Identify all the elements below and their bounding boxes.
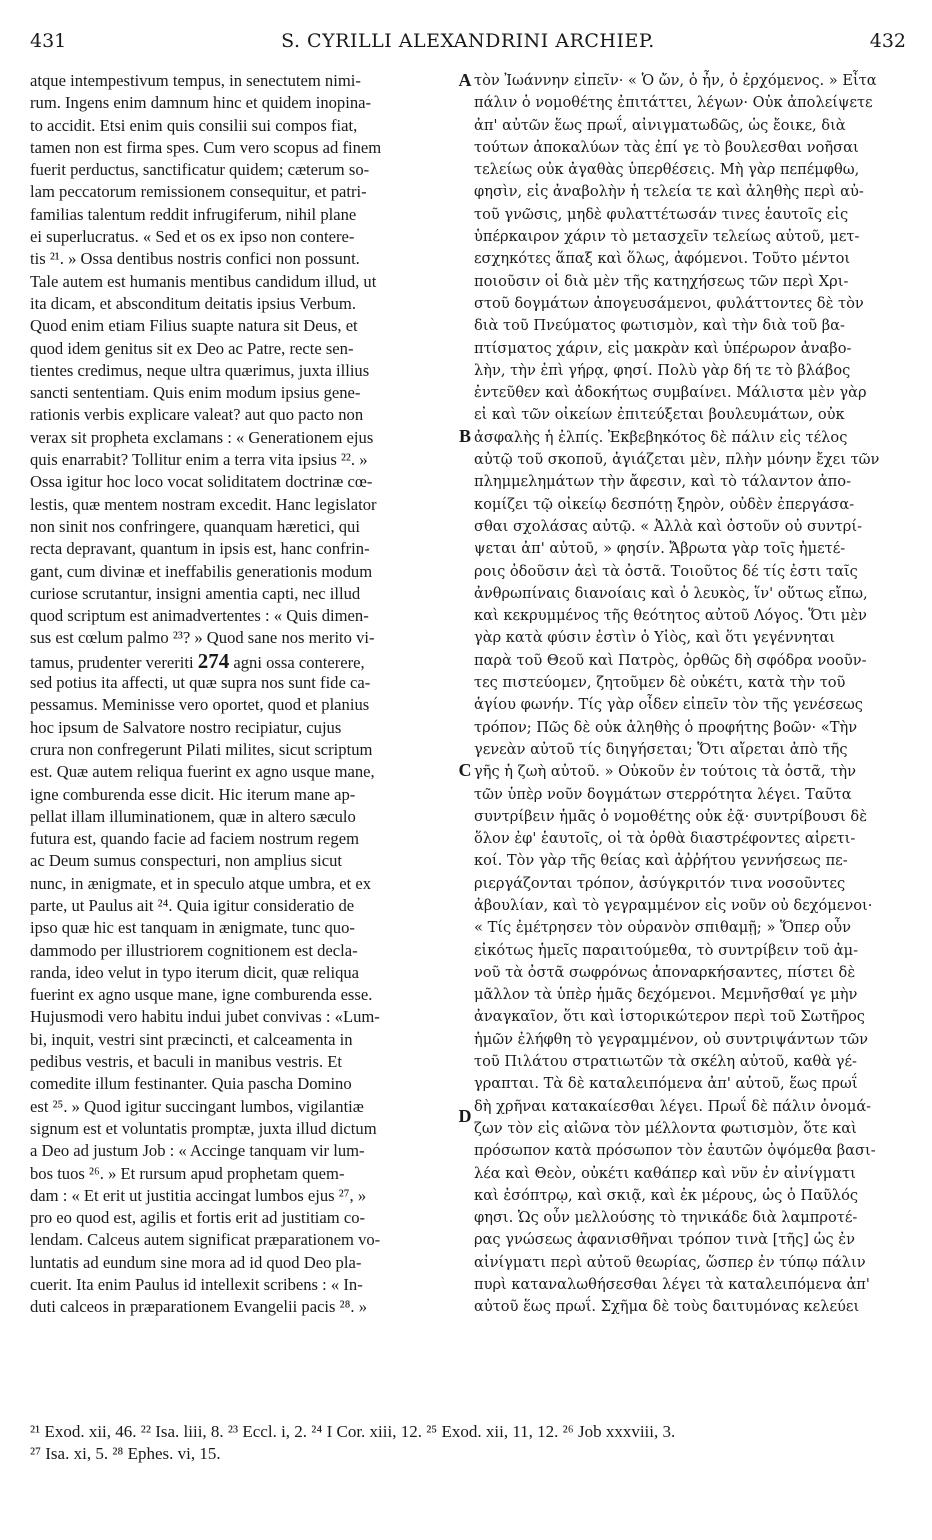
greek-line: πτίσματος χάριν, εἰς μακρὰν καὶ ὑπέρωρον ἀναβο- bbox=[474, 339, 852, 357]
latin-line: est ²⁵. » Quod igitur succingant lumbos, vigilantiæ bbox=[30, 1096, 364, 1116]
latin-line: randa, ideo velut in typo iterum dicit, quæ reliqua bbox=[30, 962, 360, 982]
latin-line: Hujusmodi vero habitu indui jubet convivas : «Lum- bbox=[30, 1007, 380, 1027]
greek-line: πρόσωπον κατὰ πρόσωπον τὸν ἑαυτῶν ὀψόμεθα βασι- bbox=[474, 1142, 876, 1160]
latin-line: lestis, quæ mentem nostram excedit. Hanc legislator bbox=[30, 494, 377, 514]
margin-marker-d: D bbox=[458, 1106, 472, 1126]
latin-line: signum est et voluntatis promptæ, juxta illud dictum bbox=[30, 1118, 377, 1138]
greek-line: πάλιν ὁ νομοθέτης ἐπιτάττει, λέγων· Οὐκ ἀπολείψετε bbox=[474, 94, 873, 112]
latin-line: verax sit propheta exclamans : « Generationem ejus bbox=[30, 427, 374, 447]
greek-line: ἁγίου φωνήν. Τίς γὰρ οἶδεν εἰπεῖν τὸν τῆς γενέσεως bbox=[474, 696, 863, 714]
greek-line: φησι. Ὡς οὖν μελλούσης τὸ τηνικάδε διὰ λαμπροτέ- bbox=[474, 1209, 858, 1227]
latin-line: pellat illam illuminationem, quæ in altero sæculo bbox=[30, 806, 356, 826]
latin-line: bos tuos ²⁶. » Et rursum apud prophetam quem- bbox=[30, 1163, 345, 1183]
greek-line: ρας γνώσεως ἀφανισθῆναι τρόπον τινὰ [τῆς] ὡς ἐν bbox=[474, 1231, 855, 1249]
right-page-number: 432 bbox=[869, 30, 906, 52]
latin-line: pedibus vestris, et baculi in manibus vestris. Et bbox=[30, 1052, 343, 1072]
latin-line: fuerint ex agno usque mane, igne comburenda esse. bbox=[30, 985, 373, 1005]
greek-line: τοῦ γνῶσις, μηδὲ φυλαττέτωσάν τινες ἑαυτοῖς εἰς bbox=[474, 205, 849, 223]
greek-line: τρόπον; Πῶς δὲ οὐκ ἀληθὴς ὁ προφήτης βοῶν· «Τὴν bbox=[474, 718, 858, 736]
greek-line: στοῦ δογμάτων ἀπογευσάμενοι, φυλάττοντες δὲ τὸν bbox=[474, 294, 864, 312]
greek-line: γενεὰν αὐτοῦ τίς διηγήσεται; Ὅτι αἴρεται ἀπὸ τῆς bbox=[474, 740, 848, 758]
latin-line: hoc ipsum de Salvatore nostro recipiatur, cujus bbox=[30, 717, 342, 737]
latin-line: quis enarrabit? Tollitur enim a terra vita ipsius ²². » bbox=[30, 450, 368, 470]
greek-line: φησὶν, εἰς ἀναβολὴν ἡ τελεία τε καὶ ἀληθὴς περὶ αὐ- bbox=[474, 183, 864, 201]
latin-line: comedite illum festinanter. Quia pascha Domino bbox=[30, 1074, 352, 1094]
greek-line: τῶν ὑπὲρ νοῦν δογμάτων στερρότητα λέγει. Ταῦτα bbox=[474, 785, 852, 803]
latin-line: a Deo ad justum Job : « Accinge tanquam vir lum- bbox=[30, 1141, 365, 1161]
greek-line: λὴν, τὴν ἐπὶ γήρᾳ, φησί. Πολὺ γὰρ δή τε τὸ βλάβος bbox=[474, 361, 851, 379]
latin-line: tamen non est firma spes. Cum vero scopus ad finem bbox=[30, 137, 382, 157]
greek-line: καὶ ἐσόπτρῳ, καὶ σκιᾷ, καὶ ἐκ μέρους, ὡς ὁ Παῦλός bbox=[474, 1186, 859, 1204]
greek-line: πυρὶ καταναλωθήσεσθαι λέγει τὰ καταλειπόμενα ἀπ' bbox=[474, 1276, 870, 1294]
margin-marker-a: A bbox=[458, 70, 472, 90]
latin-line: rationis verbis explicare valeat? aut quo pacto non bbox=[30, 405, 364, 425]
latin-line: Ossa igitur hoc loco vocat soliditatem doctrinæ cœ- bbox=[30, 472, 373, 492]
latin-line: rum. Ingens enim damnum hinc et quidem inopina- bbox=[30, 93, 372, 113]
greek-line: ἀναγκαῖον, ὅτι καὶ ἱστορικώτερον περὶ τοῦ Σωτῆρος bbox=[474, 1008, 865, 1026]
latin-line: familias talentum reddit infrugiferum, nihil plane bbox=[30, 204, 357, 224]
greek-line: καὶ κεκρυμμένος τῆς θεότητος αὐτοῦ Λόγος. Ὅτι μὲν bbox=[474, 607, 867, 625]
latin-line-tail: agni ossa conterere, bbox=[233, 652, 365, 672]
latin-line: pessamus. Meminisse vero oportet, quod et planius bbox=[30, 695, 370, 715]
greek-line: ἀσφαλὴς ἡ ἐλπίς. Ἐκβεβηκότος δὲ πάλιν εἰς τέλος bbox=[474, 428, 848, 446]
greek-line: ἡμῶν ἐλήφθη τὸ γεγραμμένον, οὐ συντριψάντων τῶν bbox=[474, 1030, 869, 1048]
greek-line: τοῦ Πιλάτου στρατιωτῶν τὰ σκέλη αὐτοῦ, καθὰ γέ- bbox=[474, 1053, 857, 1071]
greek-line: γραπται. Τὰ δὲ καταλειπόμενα ἀπ' αὐτοῦ, ἕως πρωΐ bbox=[474, 1075, 858, 1093]
latin-line: dam : « Et erit ut justitia accingat lumbos ejus ²⁷, » bbox=[30, 1185, 367, 1205]
latin-line: igne comburenda esse dicit. Hic iterum mane ap- bbox=[30, 784, 356, 804]
latin-line: quod idem genitus sit ex Deo ac Patre, recte sen- bbox=[30, 338, 354, 358]
greek-line: δὴ χρῆναι κατακαίεσθαι λέγει. Πρωΐ δὲ πάλιν ὀνομά- bbox=[474, 1097, 872, 1115]
greek-line: ἐντεῦθεν καὶ ἀδοκήτως συμβαίνει. Μάλιστα μὲν γὰρ bbox=[474, 384, 867, 402]
latin-line: dammodo per illustriorem cognitionem est decla- bbox=[30, 940, 358, 960]
greek-line: λέα καὶ Θεὸν, οὐκέτι καθάπερ καὶ νῦν ἐν αἰνίγματι bbox=[474, 1164, 856, 1182]
greek-line: ὑπέρκαιρον χάριν τὸ μετασχεῖν τελείως αὐτοῦ, μετ- bbox=[474, 228, 860, 246]
left-page-number: 431 bbox=[30, 30, 67, 52]
latin-line: tientes credimus, neque ultra quærimus, juxta illius bbox=[30, 360, 370, 380]
greek-line: αἰνίγματι περὶ αὐτοῦ θεωρίας, ὥσπερ ἐν τύπῳ πάλιν bbox=[474, 1253, 866, 1271]
latin-line: Tale autem est humanis mentibus candidum illud, ut bbox=[30, 271, 377, 291]
margin-marker-c: C bbox=[458, 760, 472, 780]
latin-line: sus est cœlum palmo ²³? » Quod sane nos merito vi- bbox=[30, 628, 375, 648]
greek-line: γῆς ἡ ζωὴ αὐτοῦ. » Οὐκοῦν ἐν τούτοις τὰ ὀστᾶ, τὴν bbox=[474, 763, 856, 781]
latin-line: crura non confregerunt Pilati milites, sicut scriptum bbox=[30, 739, 373, 759]
greek-line: νοῦ τὰ ὀστᾶ σωφρόνως ἀποναρκήσαντες, πίστει δὲ bbox=[474, 963, 856, 981]
column-number: 274 bbox=[197, 649, 230, 673]
greek-line: αὐτῷ τοῦ σκοποῦ, ἁγιάζεται μὲν, πλὴν μόνην ἔχει τῶν bbox=[474, 451, 880, 469]
latin-line: non sinit nos confringere, quanquam hæretici, qui bbox=[30, 516, 360, 536]
greek-line: κομίζει τῷ οἰκείῳ δεσπότῃ ξηρὸν, οὐδὲν ἐπεργάσα- bbox=[474, 495, 855, 513]
latin-line: est. Quæ autem reliqua fuerint ex agno usque mane, bbox=[30, 762, 375, 782]
greek-line: ἀπ' αὐτῶν ἕως πρωΐ, αἰνιγματωδῶς, ὡς ἔοικε, διὰ bbox=[474, 116, 846, 134]
greek-line: « Τίς ἐμέτρησεν τὸν οὐρανὸν σπιθαμῇ; » Ὅπερ οὖν bbox=[474, 919, 852, 937]
greek-line: ἀνθρωπίναις διανοίαις καὶ ὁ λευκὸς, ἵν' οὕτως εἴπω, bbox=[474, 584, 868, 602]
greek-line: συντρίβειν ἡμᾶς ὁ νομοθέτης οὐκ ἐᾷ· συντρίβουσι δὲ bbox=[474, 807, 868, 825]
latin-line: pro eo quod est, agilis et fortis erit ad justitiam co- bbox=[30, 1208, 366, 1228]
greek-line: τες πιστεύομεν, ζητοῦμεν δὲ οὐκέτι, κατὰ τὴν τοῦ bbox=[474, 674, 846, 692]
latin-line: sancti sententiam. Quis enim modum ipsius gene- bbox=[30, 383, 361, 403]
greek-line: αὐτοῦ ἕως πρωΐ. Σχῆμα δὲ τοὺς δαιτυμόνας κελεύει bbox=[474, 1298, 860, 1316]
latin-line: sed potius ita affecti, ut quæ supra nos sunt fide ca- bbox=[30, 673, 371, 693]
latin-line: duti calceos in præparationem Evangelii pacis ²⁸. » bbox=[30, 1297, 368, 1317]
greek-line: τούτων ἀποκαλύων τὰς ἐπί γε τὸ βουλεσθαι νοῆσαι bbox=[474, 138, 859, 156]
greek-line: ψεται ἀπ' αὐτοῦ, » φησίν. Ἄβρωτα γὰρ τοῖς ἡμετέ- bbox=[474, 540, 846, 558]
latin-line: luntatis ad eundum sine mora ad id quod Deo pla- bbox=[30, 1252, 362, 1272]
latin-column bbox=[30, 70, 458, 1319]
latin-line: ac Deum sumus conspecturi, non amplius sicut bbox=[30, 851, 342, 871]
latin-line: lam peccatorum remissionem consequitur, et patri- bbox=[30, 182, 367, 202]
latin-line: tis ²¹. » Ossa dentibus nostris confici non possunt. bbox=[30, 249, 360, 269]
latin-line: Quod enim etiam Filius suapte natura sit Deus, et bbox=[30, 316, 358, 336]
latin-line: tamus, prudenter vereriti 274 agni ossa conterere, bbox=[30, 649, 365, 673]
greek-line: κοί. Τὸν γὰρ τῆς θείας καὶ ἀῤῥήτου γεννήσεως πε- bbox=[474, 852, 848, 870]
latin-line: lendam. Calceus autem significat præparationem vo- bbox=[30, 1230, 381, 1250]
latin-line: to accidit. Etsi enim quis consilii sui compos fiat, bbox=[30, 115, 358, 135]
latin-line: cuerit. Ita enim Paulus id intellexit scribens : « In- bbox=[30, 1275, 363, 1295]
greek-line: διὰ τοῦ Πνεύματος φωτισμὸν, καὶ τὴν διὰ τοῦ βα- bbox=[474, 317, 845, 335]
greek-line: πλημμελημάτων τὴν ἄφεσιν, καὶ τὸ τάλαντον ἀπο- bbox=[474, 473, 852, 491]
latin-line: fuerit perductus, sanctificatur quidem; cæterum so- bbox=[30, 160, 370, 180]
footnote-line: ²⁷ Isa. xi, 5. ²⁸ Ephes. vi, 15. bbox=[30, 1444, 221, 1463]
running-title: S. CYRILLI ALEXANDRINI ARCHIEP. bbox=[281, 30, 655, 52]
latin-line: futura est, quando facie ad faciem nostrum regem bbox=[30, 829, 359, 849]
greek-line: ροις ὀδοῦσιν ἀεὶ τὰ ὀστᾶ. Τοιοῦτος δέ τίς ἐστι ταῖς bbox=[474, 562, 858, 580]
greek-line: εἰκότως ἡμεῖς παραιτούμεθα, τὸ συντρίβειν τοῦ ἀμ- bbox=[474, 941, 859, 959]
greek-line: μᾶλλον τὰ ὑπὲρ ἡμᾶς δεχόμενοι. Μεμνῆσθαί γε μὴν bbox=[474, 986, 858, 1004]
greek-line: τελείως οὐκ ἀγαθὰς ὑπερθέσεις. Μὴ γὰρ πεπέμφθω, bbox=[474, 161, 860, 179]
greek-line: σθαι σχολάσας αὐτῷ. « Ἀλλὰ καὶ ὀστοῦν οὐ συντρί- bbox=[474, 517, 863, 535]
running-header bbox=[30, 30, 906, 60]
greek-line: ἀβουλίαν, καὶ τὸ γεγραμμένον εἰς νοῦν οὐ δεχόμενοι· bbox=[474, 896, 873, 914]
latin-line: gant, cum divinæ et ineffabilis generationis modum bbox=[30, 561, 373, 581]
latin-line: ita dicam, et absconditum deitatis ipsius Verbum. bbox=[30, 293, 356, 313]
greek-line: παρὰ τοῦ Θεοῦ καὶ Πατρὸς, ὀρθῶς δὴ σφόδρα νοοῦν- bbox=[474, 651, 867, 669]
latin-line: recta depravant, quantum in ipsis est, hanc confrin- bbox=[30, 539, 370, 559]
latin-line: curiose scrutantur, insigni amentia capti, nec illud bbox=[30, 583, 361, 603]
greek-line: ὅλον ἐφ' ἑαυτοῖς, οἱ τὰ ὀρθὰ διαστρέφοντες αἱρετι- bbox=[474, 830, 856, 848]
latin-line: parte, ut Paulus ait ²⁴. Quia igitur consideratio de bbox=[30, 895, 355, 915]
greek-line: ποιοῦσιν οἱ διὰ μὲν τῆς κατηχήσεως τῶν περὶ Χρι- bbox=[474, 272, 849, 290]
latin-line: quod scriptum est animadvertentes : « Quis dimen- bbox=[30, 606, 369, 626]
latin-line: bi, inquit, vestri sint præcincti, et calceamenta in bbox=[30, 1029, 353, 1049]
margin-marker-b: B bbox=[458, 426, 471, 446]
greek-line: ζων τὸν εἰς αἰῶνα τὸν μέλλοντα φωτισμὸν, ὅτε καὶ bbox=[474, 1119, 857, 1137]
latin-line: ipso quæ hic est tanquam in ænigmate, tunc quo- bbox=[30, 918, 355, 938]
latin-line: atque intempestivum tempus, in senectutem nimi- bbox=[30, 71, 361, 90]
latin-line: nunc, in ænigmate, et in speculo atque umbra, et ex bbox=[30, 873, 371, 893]
greek-line: εἰ καὶ τῶν οἰκείων ἐπιτεύξεται βουλευμάτων, οὐκ bbox=[474, 406, 845, 424]
greek-line: τὸν Ἰωάννην εἰπεῖν· « Ὁ ὤν, ὁ ἦν, ὁ ἐρχόμενος. » Εἶτα bbox=[474, 72, 877, 89]
footnote-line: ²¹ Exod. xii, 46. ²² Isa. liii, 8. ²³ Eccl. i, 2. ²⁴ I Cor. xiii, 12. ²⁵ Exod. xii, 11, 12. ²⁶ Job xxxviii, 3. bbox=[30, 1422, 676, 1441]
greek-line: γὰρ κατὰ φύσιν ἐστὶν ὁ Υἱὸς, καὶ ὅτι γεγέννηται bbox=[474, 629, 836, 647]
greek-line: ριεργάζονται τρόπον, ἀσύγκριτόν τινα νοσοῦντες bbox=[474, 874, 846, 892]
greek-line: εσχηκότες ἅπαξ καὶ ὅλως, ἀφόμενοι. Τοῦτο μέντοι bbox=[474, 250, 851, 268]
latin-line: ei superlucratus. « Sed et os ex ipso non contere- bbox=[30, 227, 355, 247]
greek-column bbox=[474, 70, 906, 1319]
